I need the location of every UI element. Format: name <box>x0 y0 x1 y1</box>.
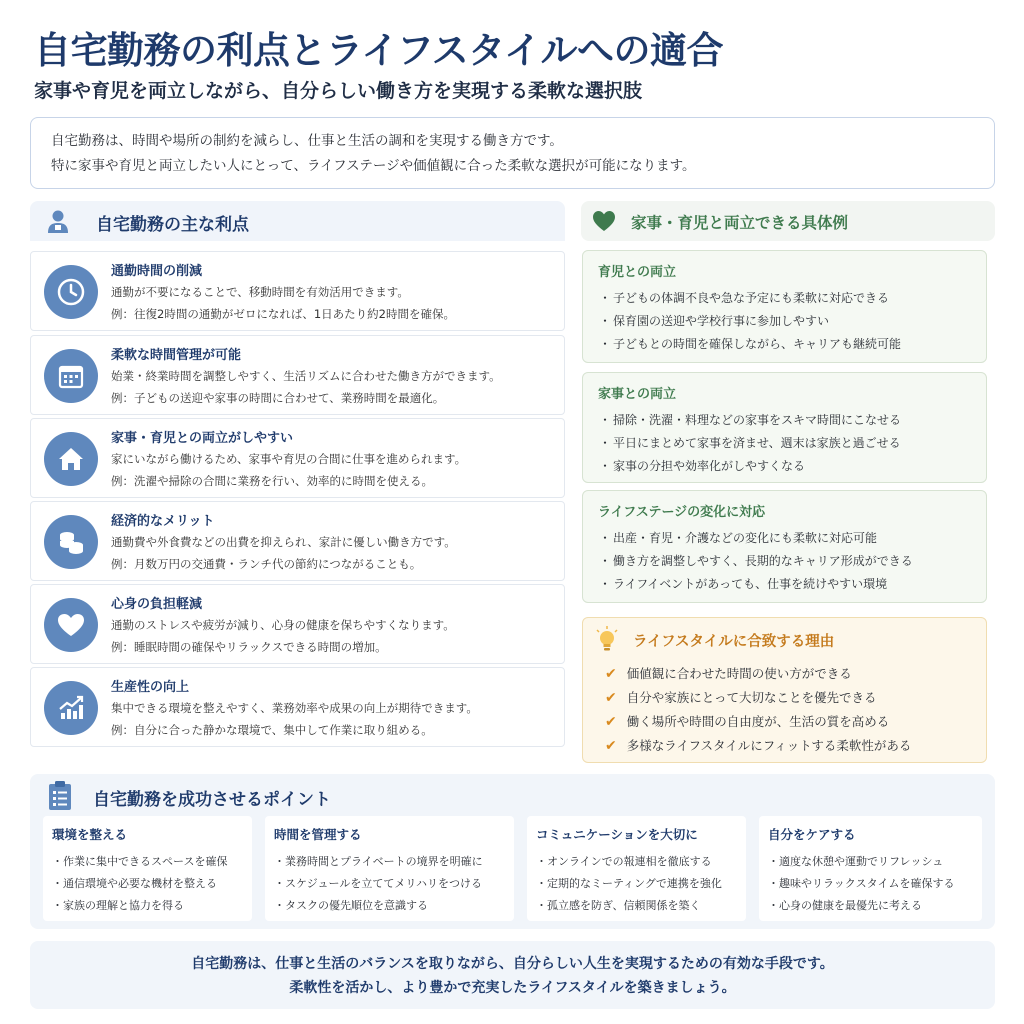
intro-line-1: 自宅勤務は、時間や場所の制約を減らし、仕事と生活の調和を実現する働き方です。 <box>51 133 563 149</box>
benefit-example: 例：子どもの送迎や家事の時間に合わせて、業務時間を最適化。 <box>111 391 445 405</box>
list-item: ・ 孤立感を防ぎ、信頼関係を築く <box>536 895 722 917</box>
list-item: ・ オンラインでの報連相を徹底する <box>536 851 722 873</box>
check-icon: ✔ <box>605 738 617 754</box>
points-heading: 自宅勤務を成功させるポイント <box>93 790 331 810</box>
list-item: ・ ライフイベントがあっても、仕事を続けやすい環境 <box>599 573 913 596</box>
page-title: 自宅勤務の利点とライフスタイルへの適合 <box>34 29 724 72</box>
point-card-title: 時間を管理する <box>274 827 362 842</box>
coins-icon <box>44 515 98 569</box>
list-item: ✔ 多様なライフスタイルにフィットする柔軟性がある <box>605 734 911 758</box>
example-group-title: 家事との両立 <box>598 387 677 402</box>
benefit-card-economy <box>30 501 565 581</box>
list-item: ・ 家族の理解と協力を得る <box>52 895 227 917</box>
footer-line-2: 柔軟性を活かし、より豊かで充実したライフスタイルを築きましょう。 <box>289 980 736 996</box>
list-item: ・ 掃除・洗濯・料理などの家事をスキマ時間にこなせる <box>599 409 901 432</box>
example-group-childcare <box>582 250 987 363</box>
heart-icon <box>44 598 98 652</box>
list-item: ・ 心身の健康を最優先に考える <box>768 895 954 917</box>
point-card-title: コミュニケーションを大切に <box>536 827 698 842</box>
benefit-example: 例：睡眠時間の確保やリラックスできる時間の増加。 <box>111 640 387 654</box>
benefit-desc: 通勤が不要になることで、移動時間を有効活用できます。 <box>111 285 409 299</box>
benefit-desc: 通勤費や外食費などの出費を抑えられ、家計に優しい働き方です。 <box>111 535 456 549</box>
point-card-time <box>265 816 514 921</box>
checklist-icon <box>46 780 74 812</box>
benefit-title: 家事・育児との両立がしやすい <box>111 431 294 446</box>
list-item: ・ 子どもとの時間を確保しながら、キャリアも継続可能 <box>599 333 901 356</box>
list-item: ・ 平日にまとめて家事を済ませ、週末は家族と過ごせる <box>599 432 901 455</box>
list-item: ・ 保育園の送迎や学校行事に参加しやすい <box>599 310 901 333</box>
list-item: ・ 業務時間とプライベートの境界を明確に <box>274 851 483 873</box>
list-item: ・ タスクの優先順位を意識する <box>274 895 483 917</box>
list-item: ・ 子どもの体調不良や急な予定にも柔軟に対応できる <box>599 287 901 310</box>
check-icon: ✔ <box>605 714 617 730</box>
benefit-card-commute <box>30 251 565 331</box>
benefit-example: 例：洗濯や掃除の合間に業務を行い、効率的に時間を使える。 <box>111 474 433 488</box>
list-item: ・ 適度な休憩や運動でリフレッシュ <box>768 851 954 873</box>
intro-line-2: 特に家事や育児と両立したい人にとって、ライフステージや価値観に合った柔軟な選択が可能になります。 <box>51 158 696 174</box>
list-item: ・ 家事の分担や効率化がしやすくなる <box>599 455 901 478</box>
benefit-card-health <box>30 584 565 664</box>
example-group-housework <box>582 372 987 483</box>
list-item: ・ 趣味やリラックスタイムを確保する <box>768 873 954 895</box>
calendar-icon <box>44 349 98 403</box>
point-card-selfcare <box>759 816 982 921</box>
worker-icon <box>44 207 72 235</box>
home-icon <box>44 432 98 486</box>
benefit-example: 例：往復2時間の通勤がゼロになれば、1日あたり約2時間を確保。 <box>111 307 455 321</box>
benefit-title: 生産性の向上 <box>111 680 190 695</box>
check-icon: ✔ <box>605 666 617 682</box>
benefit-desc: 通勤のストレスや疲労が減り、心身の健康を保ちやすくなります。 <box>111 618 455 632</box>
list-item: ・ スケジュールを立ててメリハリをつける <box>274 873 483 895</box>
list-item: ・ 定期的なミーティングで連携を強化 <box>536 873 722 895</box>
benefit-title: 経済的なメリット <box>111 514 215 529</box>
list-item: ・ 通信環境や必要な機材を整える <box>52 873 227 895</box>
list-item: ・ 作業に集中できるスペースを確保 <box>52 851 227 873</box>
examples-header <box>581 201 995 241</box>
benefit-example: 例：自分に合った静かな環境で、集中して作業に取り組める。 <box>111 723 433 737</box>
benefit-desc: 家にいながら働けるため、家事や育児の合間に仕事を進められます。 <box>111 452 467 466</box>
intro-box <box>30 117 995 189</box>
point-card-communication <box>527 816 746 921</box>
check-icon: ✔ <box>605 690 617 706</box>
benefit-card-productivity <box>30 667 565 747</box>
footer-summary <box>30 941 995 1009</box>
examples-heading: 家事・育児と両立できる具体例 <box>631 214 849 232</box>
reasons-title: ライフスタイルに合致する理由 <box>633 634 835 650</box>
growth-chart-icon <box>44 681 98 735</box>
list-item: ✔ 価値観に合わせた時間の使い方ができる <box>605 662 911 686</box>
heart-icon <box>591 209 617 233</box>
example-group-title: ライフステージの変化に対応 <box>598 505 766 520</box>
benefit-title: 柔軟な時間管理が可能 <box>111 348 242 363</box>
example-group-lifestage <box>582 490 987 603</box>
clock-icon <box>44 265 98 319</box>
lightbulb-icon <box>595 626 619 654</box>
benefit-example: 例：月数万円の交通費・ランチ代の節約につながることも。 <box>111 557 422 571</box>
point-card-environment <box>43 816 252 921</box>
benefits-heading: 自宅勤務の主な利点 <box>96 215 249 235</box>
list-item: ✔ 働く場所や時間の自由度が、生活の質を高める <box>605 710 911 734</box>
point-card-title: 自分をケアする <box>768 827 856 842</box>
benefit-title: 通勤時間の削減 <box>111 264 203 279</box>
reasons-box <box>582 617 987 763</box>
benefit-desc: 集中できる環境を整えやすく、業務効率や成果の向上が期待できます。 <box>111 701 478 715</box>
footer-line-1: 自宅勤務は、仕事と生活のバランスを取りながら、自分らしい人生を実現するための有効な手段です。 <box>191 956 834 972</box>
list-item: ✔ 自分や家族にとって大切なことを優先できる <box>605 686 911 710</box>
point-card-title: 環境を整える <box>52 827 128 842</box>
list-item: ・ 働き方を調整しやすく、長期的なキャリア形成ができる <box>599 550 913 573</box>
list-item: ・ 出産・育児・介護などの変化にも柔軟に対応可能 <box>599 527 913 550</box>
benefit-desc: 始業・終業時間を調整しやすく、生活リズムに合わせた働き方ができます。 <box>111 369 501 383</box>
benefit-title: 心身の負担軽減 <box>111 597 203 612</box>
points-section <box>30 774 995 929</box>
benefits-header <box>30 201 565 241</box>
benefit-card-time <box>30 335 565 415</box>
benefit-card-home <box>30 418 565 498</box>
example-group-title: 育児との両立 <box>598 265 677 280</box>
page-subtitle: 家事や育児を両立しながら、自分らしい働き方を実現する柔軟な選択肢 <box>34 80 643 102</box>
